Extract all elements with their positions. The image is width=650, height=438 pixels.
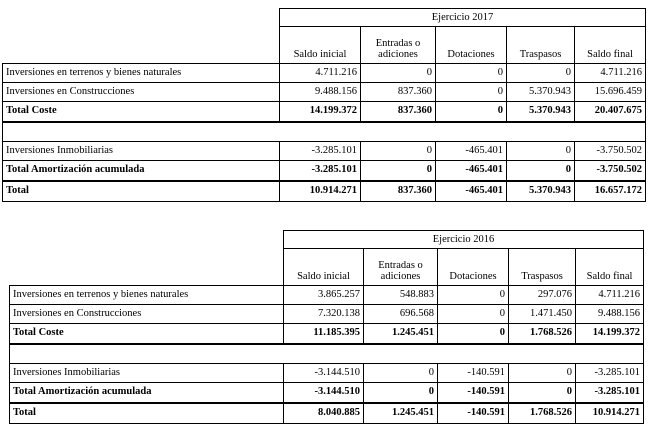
col-header-entradas-line2: adiciones	[378, 49, 418, 61]
cell: 0	[436, 64, 507, 83]
blank-cell	[3, 122, 646, 142]
row-label: Total	[3, 181, 280, 202]
cell: -3.144.510	[284, 383, 364, 403]
cell: 0	[507, 161, 575, 181]
row-label: Total Amortización acumulada	[3, 161, 280, 181]
cell: 0	[361, 161, 436, 181]
cell: 14.199.372	[280, 102, 361, 122]
cell: 7.320.138	[284, 305, 364, 324]
table-row	[3, 102, 646, 122]
cell: 0	[507, 64, 575, 83]
spacer	[10, 249, 284, 286]
cell: 4.711.216	[576, 286, 644, 305]
cell: -3.750.502	[575, 161, 646, 181]
cell: 0	[509, 364, 576, 383]
cell: -140.591	[438, 403, 509, 424]
cell: 0	[438, 286, 509, 305]
table-row	[3, 181, 646, 202]
blank-row	[3, 122, 646, 142]
cell: -465.401	[436, 142, 507, 161]
row-label: Total Coste	[10, 324, 284, 344]
row-label: Total	[10, 403, 284, 424]
cell: 837.360	[361, 102, 436, 122]
cell: -3.285.101	[280, 142, 361, 161]
period-header: Ejercicio 2017	[280, 9, 646, 27]
cell: 1.768.526	[509, 403, 576, 424]
table-row	[10, 383, 644, 403]
cell: 837.360	[361, 181, 436, 202]
cell: 16.657.172	[575, 181, 646, 202]
row-label: Total Amortización acumulada	[10, 383, 284, 403]
cell: 15.696.459	[575, 83, 646, 102]
cell: 1.245.451	[364, 403, 438, 424]
cell: 0	[436, 102, 507, 122]
table-row	[10, 403, 644, 424]
cell: -3.144.510	[284, 364, 364, 383]
cell: -465.401	[436, 181, 507, 202]
table-row	[3, 161, 646, 181]
spacer	[3, 9, 280, 27]
table-2016	[9, 230, 644, 424]
cell: -140.591	[438, 383, 509, 403]
col-header-saldo-inicial: Saldo inicial	[280, 27, 361, 64]
cell: -3.285.101	[576, 383, 644, 403]
col-header-entradas	[361, 27, 436, 64]
cell: 696.568	[364, 305, 438, 324]
period-header: Ejercicio 2016	[284, 231, 644, 249]
cell: -465.401	[436, 161, 507, 181]
col-header-traspasos: Traspasos	[509, 249, 576, 286]
col-header-traspasos: Traspasos	[507, 27, 575, 64]
cell: -3.285.101	[280, 161, 361, 181]
table-2017	[2, 8, 646, 202]
cell: 4.711.216	[575, 64, 646, 83]
cell: 5.370.943	[507, 102, 575, 122]
cell: 0	[361, 64, 436, 83]
cell: 10.914.271	[576, 403, 644, 424]
cell: 5.370.943	[507, 181, 575, 202]
row-label: Inversiones Inmobiliarias	[3, 142, 280, 161]
row-label: Inversiones en Construcciones	[3, 83, 280, 102]
cell: -3.750.502	[575, 142, 646, 161]
row-label: Inversiones Inmobiliarias	[10, 364, 284, 383]
cell: 11.185.395	[284, 324, 364, 344]
col-header-saldo-inicial: Saldo inicial	[284, 249, 364, 286]
cell: 837.360	[361, 83, 436, 102]
blank-row	[10, 344, 644, 364]
cell: 10.914.271	[280, 181, 361, 202]
row-label: Inversiones en terrenos y bienes naturales	[3, 64, 280, 83]
cell: 4.711.216	[280, 64, 361, 83]
cell: -3.285.101	[576, 364, 644, 383]
col-header-dotaciones: Dotaciones	[436, 27, 507, 64]
cell: 0	[364, 383, 438, 403]
cell: 0	[507, 142, 575, 161]
table-row	[10, 324, 644, 344]
cell: 1.245.451	[364, 324, 438, 344]
table-row	[10, 364, 644, 383]
cell: 0	[364, 364, 438, 383]
col-header-saldo-final: Saldo final	[576, 249, 644, 286]
row-label: Inversiones en terrenos y bienes naturales	[10, 286, 284, 305]
cell: 0	[438, 305, 509, 324]
cell: 14.199.372	[576, 324, 644, 344]
row-label: Total Coste	[3, 102, 280, 122]
cell: 0	[361, 142, 436, 161]
cell: 9.488.156	[280, 83, 361, 102]
spacer	[10, 231, 284, 249]
cell: 9.488.156	[576, 305, 644, 324]
table-row	[3, 83, 646, 102]
cell: 1.768.526	[509, 324, 576, 344]
col-header-entradas-line2: adiciones	[380, 271, 421, 283]
cell: 0	[438, 324, 509, 344]
table-row	[10, 305, 644, 324]
cell: 297.076	[509, 286, 576, 305]
table-row	[3, 142, 646, 161]
col-header-dotaciones: Dotaciones	[438, 249, 509, 286]
table-row	[10, 286, 644, 305]
cell: 20.407.675	[575, 102, 646, 122]
row-label: Inversiones en Construcciones	[10, 305, 284, 324]
col-header-entradas-line1: Entradas o	[375, 37, 421, 49]
cell: 8.040.885	[284, 403, 364, 424]
blank-cell	[10, 344, 644, 364]
cell: 0	[436, 83, 507, 102]
cell: -140.591	[438, 364, 509, 383]
spacer	[3, 27, 280, 64]
table-row	[3, 64, 646, 83]
cell: 3.865.257	[284, 286, 364, 305]
cell: 1.471.450	[509, 305, 576, 324]
col-header-saldo-final: Saldo final	[575, 27, 646, 64]
cell: 5.370.943	[507, 83, 575, 102]
col-header-entradas	[364, 249, 438, 286]
cell: 548.883	[364, 286, 438, 305]
col-header-entradas-line1: Entradas o	[378, 259, 423, 271]
cell: 0	[509, 383, 576, 403]
